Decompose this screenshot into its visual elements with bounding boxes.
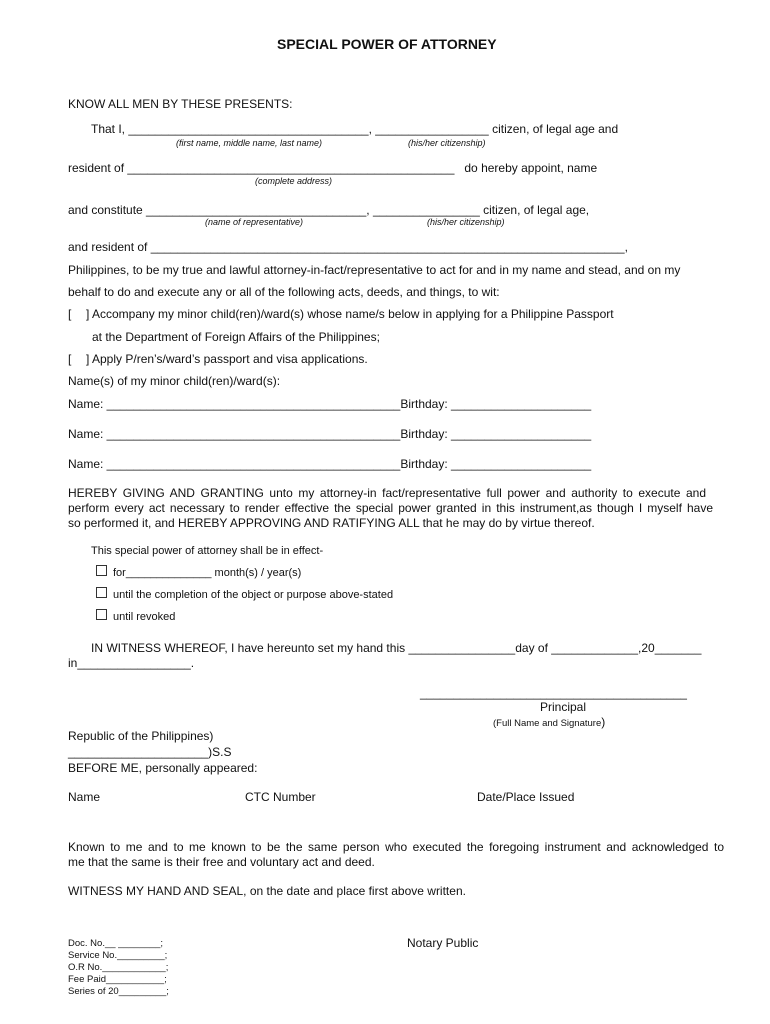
column-name: Name [68,790,101,804]
ss-line: _____________________)S.S [68,745,232,759]
representative-caption: (name of representative) [205,217,304,227]
minor-row: Name: ____________________________________________Birthday: _____________________ [68,457,592,471]
notary-detail-line: Series of 20_________; [68,986,169,997]
minors-label: Name(s) of my minor child(ren)/ward(s): [68,374,281,388]
minor-row: Name: ____________________________________________Birthday: _____________________ [68,427,592,441]
effect-label: This special power of attorney shall be in effect- [91,545,324,557]
witness-whereof-line-1: IN WITNESS WHEREOF, I have hereunto set my hand this ________________day of _____________,20_______ [91,641,702,655]
minor-row: Name: ____________________________________________Birthday: _____________________ [68,397,592,411]
granting-text-1: HEREBY GIVING AND GRANTING unto my attorney-in fact/representative full power and authority to execute and [68,486,706,500]
item1-bracket: [ [68,307,72,321]
notary-detail-line: O.R No.____________; [68,962,169,973]
principal-signature-line: ________________________________________ [420,686,687,700]
representative-citizenship-caption: (his/her citizenship) [427,217,505,227]
address-caption: (complete address) [255,176,333,186]
witness-seal-text: WITNESS MY HAND AND SEAL, on the date and place first above written. [68,884,466,898]
known-text-2: me that the same is their free and voluntary act and deed. [68,855,375,869]
notary-detail-line: Fee Paid___________; [68,974,167,985]
item2-text: ] Apply P/ren’s/ward’s passport and visa applications. [86,352,368,366]
known-text-1: Known to me and to me known to be the same person who executed the foregoing instrument and acknowledged to [68,840,724,854]
appointment-text-2: behalf to do and execute any or all of the following acts, deeds, and things, to wit: [68,285,500,299]
effect-option-2-checkbox[interactable] [96,587,107,598]
principal-name-line: That I, ____________________________________, _________________ citizen, of legal age and [91,122,619,136]
representative-line: and constitute _________________________________, ________________ citizen, of legal age, [68,203,590,217]
principal-caption: (Full Name and Signature) [493,715,606,729]
effect-option-2-label: until the completion of the object or purpose above-stated [113,589,394,601]
item2-bracket: [ [68,352,72,366]
representative-residence-line: and resident of _______________________________________________________________________, [68,240,628,254]
effect-option-1-label: for______________ month(s) / year(s) [113,567,302,579]
republic-text: Republic of the Philippines) [68,729,214,743]
notary-details [68,938,169,998]
appointment-text-1: Philippines, to be my true and lawful attorney-in-fact/representative to act for and in my name and stead, and on my [68,263,681,277]
principal-citizenship-caption: (his/her citizenship) [408,138,486,148]
principal-address-line: resident of _________________________________________________ do hereby appoint, name [68,161,598,175]
item1-text: ] Accompany my minor child(ren)/ward(s) whose name/s below in applying for a Philippine Passport [86,307,614,321]
column-date-place-issued: Date/Place Issued [477,790,575,804]
item1-text-cont: at the Department of Foreign Affairs of the Philippines; [92,330,380,344]
notary-public-label: Notary Public [407,936,479,950]
principal-name-caption: (first name, middle name, last name) [176,138,323,148]
witness-whereof-line-2: in_________________. [68,656,195,670]
document-title: SPECIAL POWER OF ATTORNEY [277,36,497,52]
granting-text-2: perform every act necessary to render effective the special power granted in this instrument,as though I myself have [68,501,713,515]
before-me-text: BEFORE ME, personally appeared: [68,761,258,775]
granting-text-3: so performed it, and HEREBY APPROVING AND RATIFYING ALL that he may do by virtue thereof. [68,516,595,530]
intro-text: KNOW ALL MEN BY THESE PRESENTS: [68,97,293,111]
effect-option-1-checkbox[interactable] [96,565,107,576]
column-ctc-number: CTC Number [245,790,316,804]
effect-option-3-label: until revoked [113,611,176,623]
effect-option-3-checkbox[interactable] [96,609,107,620]
notary-detail-line: Doc. No.__ ________; [68,938,164,949]
principal-label: Principal [540,700,587,714]
notary-detail-line: Service No._________; [68,950,168,961]
